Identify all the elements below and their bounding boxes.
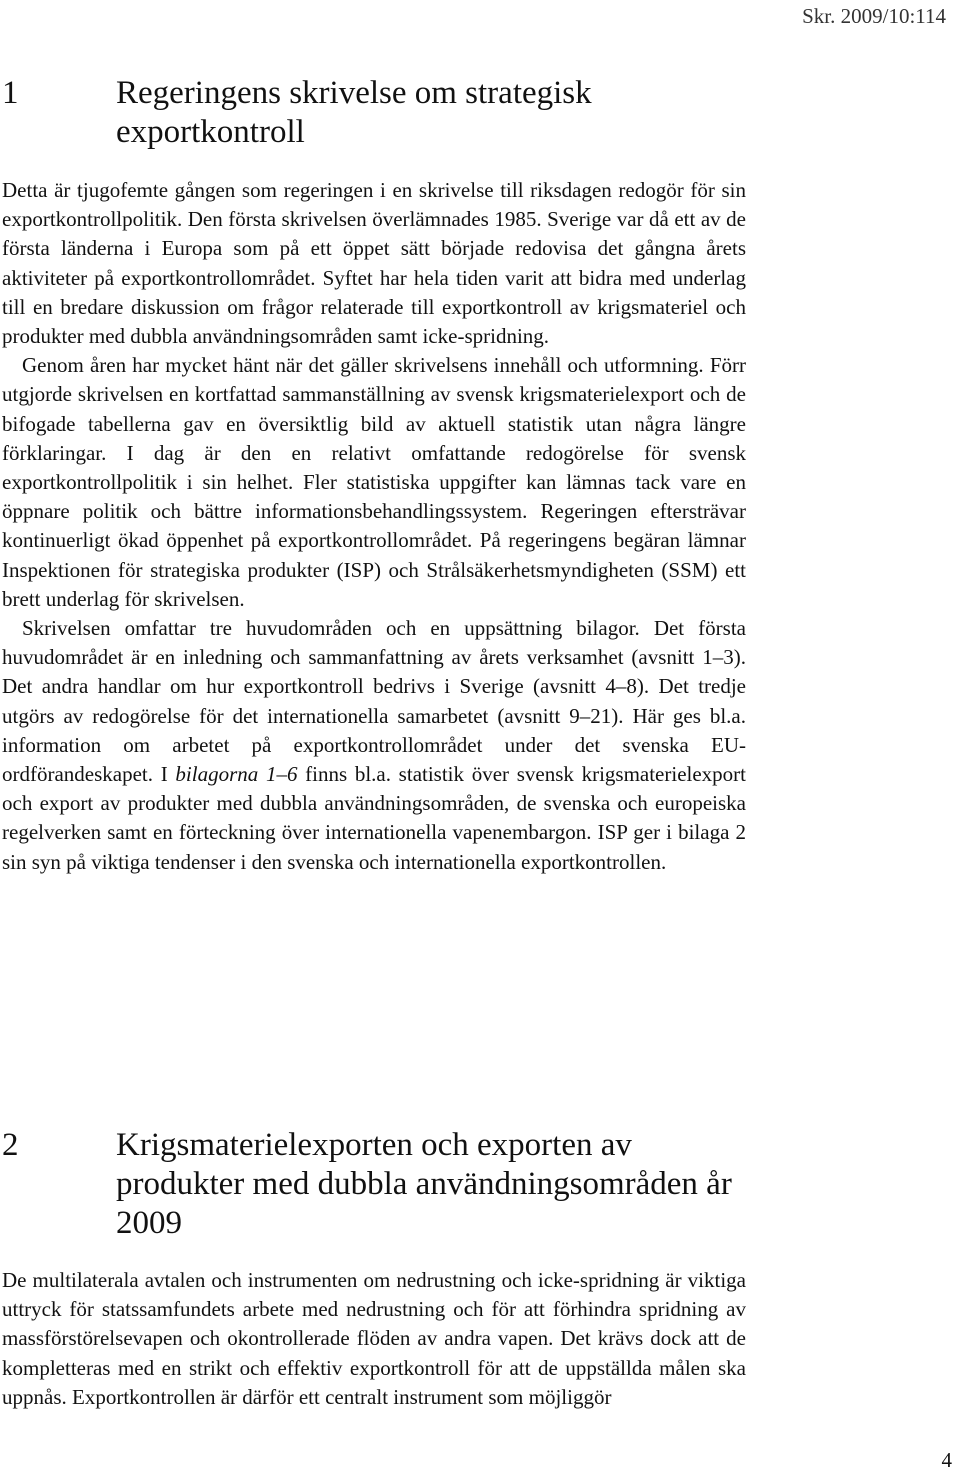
section-1-paragraph-3-text-a: Skrivelsen omfattar tre huvudområden och en uppsättning bilagor. Det första huvudområdet är en inledning och sammanfattning av årets verksamhet (avsnitt 1–3). Det andra handlar om hur exportkontroll bedrivs i Sverige (avsnitt 4–8). Det tredje utgörs av redogörelse för det internationella samarbetet (avsnitt 9–21). Här ges bl.a. information om arbetet på exportkontrollområdet under det svenska EU-ordförandeskapet. I <box>2 616 746 787</box>
section-1-paragraph-2 <box>2 351 746 614</box>
section-1-paragraph-2-text: Genom åren har mycket hänt när det gäller skrivelsens innehåll och utformning. Förr utgjorde skrivelsen en kortfattad sammanställning av svensk krigsmaterielexport och de bifogade tabellerna gav en översiktlig bild av aktuell statistik utan några längre förklaringar. I dag är den en relativt omfattande redogörelse för svensk exportkontrollpolitik i sin helhet. Fler statistiska uppgifter kan lämnas tack vare en öppnare politik och bättre informationsbehandlingssystem. Regeringen eftersträvar kontinuerligt ökad öppenhet på exportkontrollområdet. På regeringens begäran lämnar Inspektionen för strategiska produkter (ISP) och Strålsäkerhetsmyndigheten (SSM) ett brett underlag för skrivelsen. <box>2 353 746 611</box>
document-header-reference: Skr. 2009/10:114 <box>802 4 946 28</box>
section-1-body <box>2 176 746 877</box>
section-1-heading <box>2 74 762 152</box>
section-1-title: Regeringens skrivelse om strategisk exportkontroll <box>116 75 592 150</box>
section-2-title: Krigsmaterielexporten och exporten av produkter med dubbla användningsområden år 2009 <box>116 1127 732 1241</box>
section-2-heading <box>2 1126 762 1243</box>
section-1-paragraph-3-italic-ref: bilagorna 1–6 <box>175 762 298 787</box>
section-1-paragraph-3-text-b: finns bl.a. statistik över svensk krigsmaterielexport och export av produkter med dubbla användningsområden, de svenska och europeiska regelverken samt en förteckning över internationella vapenembargon. ISP ger i bilaga 2 sin syn på viktiga tendenser i den svenska och internationella exportkontrollen. <box>2 762 747 874</box>
section-1-paragraph-1: Detta är tjugofemte gången som regeringen i en skrivelse till riksdagen redogör för sin exportkontrollpolitik. Den första skrivelsen överlämnades 1985. Sverige var då ett av de första länderna i Europa som på ett öppet sätt började redovisa det gångna årets aktiviteter på exportkontrollområdet. Syftet har hela tiden varit att bidra med underlag till en bredare diskussion om frågor relaterade till exportkontroll av krigsmateriel och produkter med dubbla användningsområden samt icke-spridning. <box>2 178 746 349</box>
page-number: 4 <box>941 1448 952 1472</box>
section-1-number: 1 <box>2 75 19 111</box>
section-1-paragraph-3 <box>2 614 746 877</box>
section-2-paragraph-1: De multilaterala avtalen och instrumenten om nedrustning och icke-spridning är viktiga uttryck för statssamfundets arbete med nedrustning och för att förhindra spridning av massförstörelsevapen och okontrollerade flöden av andra vapen. Det krävs dock att de kompletteras med en strikt och effektiv exportkontroll för att de uppställda målen ska uppnås. Exportkontrollen är därför ett centralt instrument som möjliggör <box>2 1268 746 1409</box>
section-2-body <box>2 1266 746 1412</box>
section-2-number: 2 <box>2 1127 19 1163</box>
